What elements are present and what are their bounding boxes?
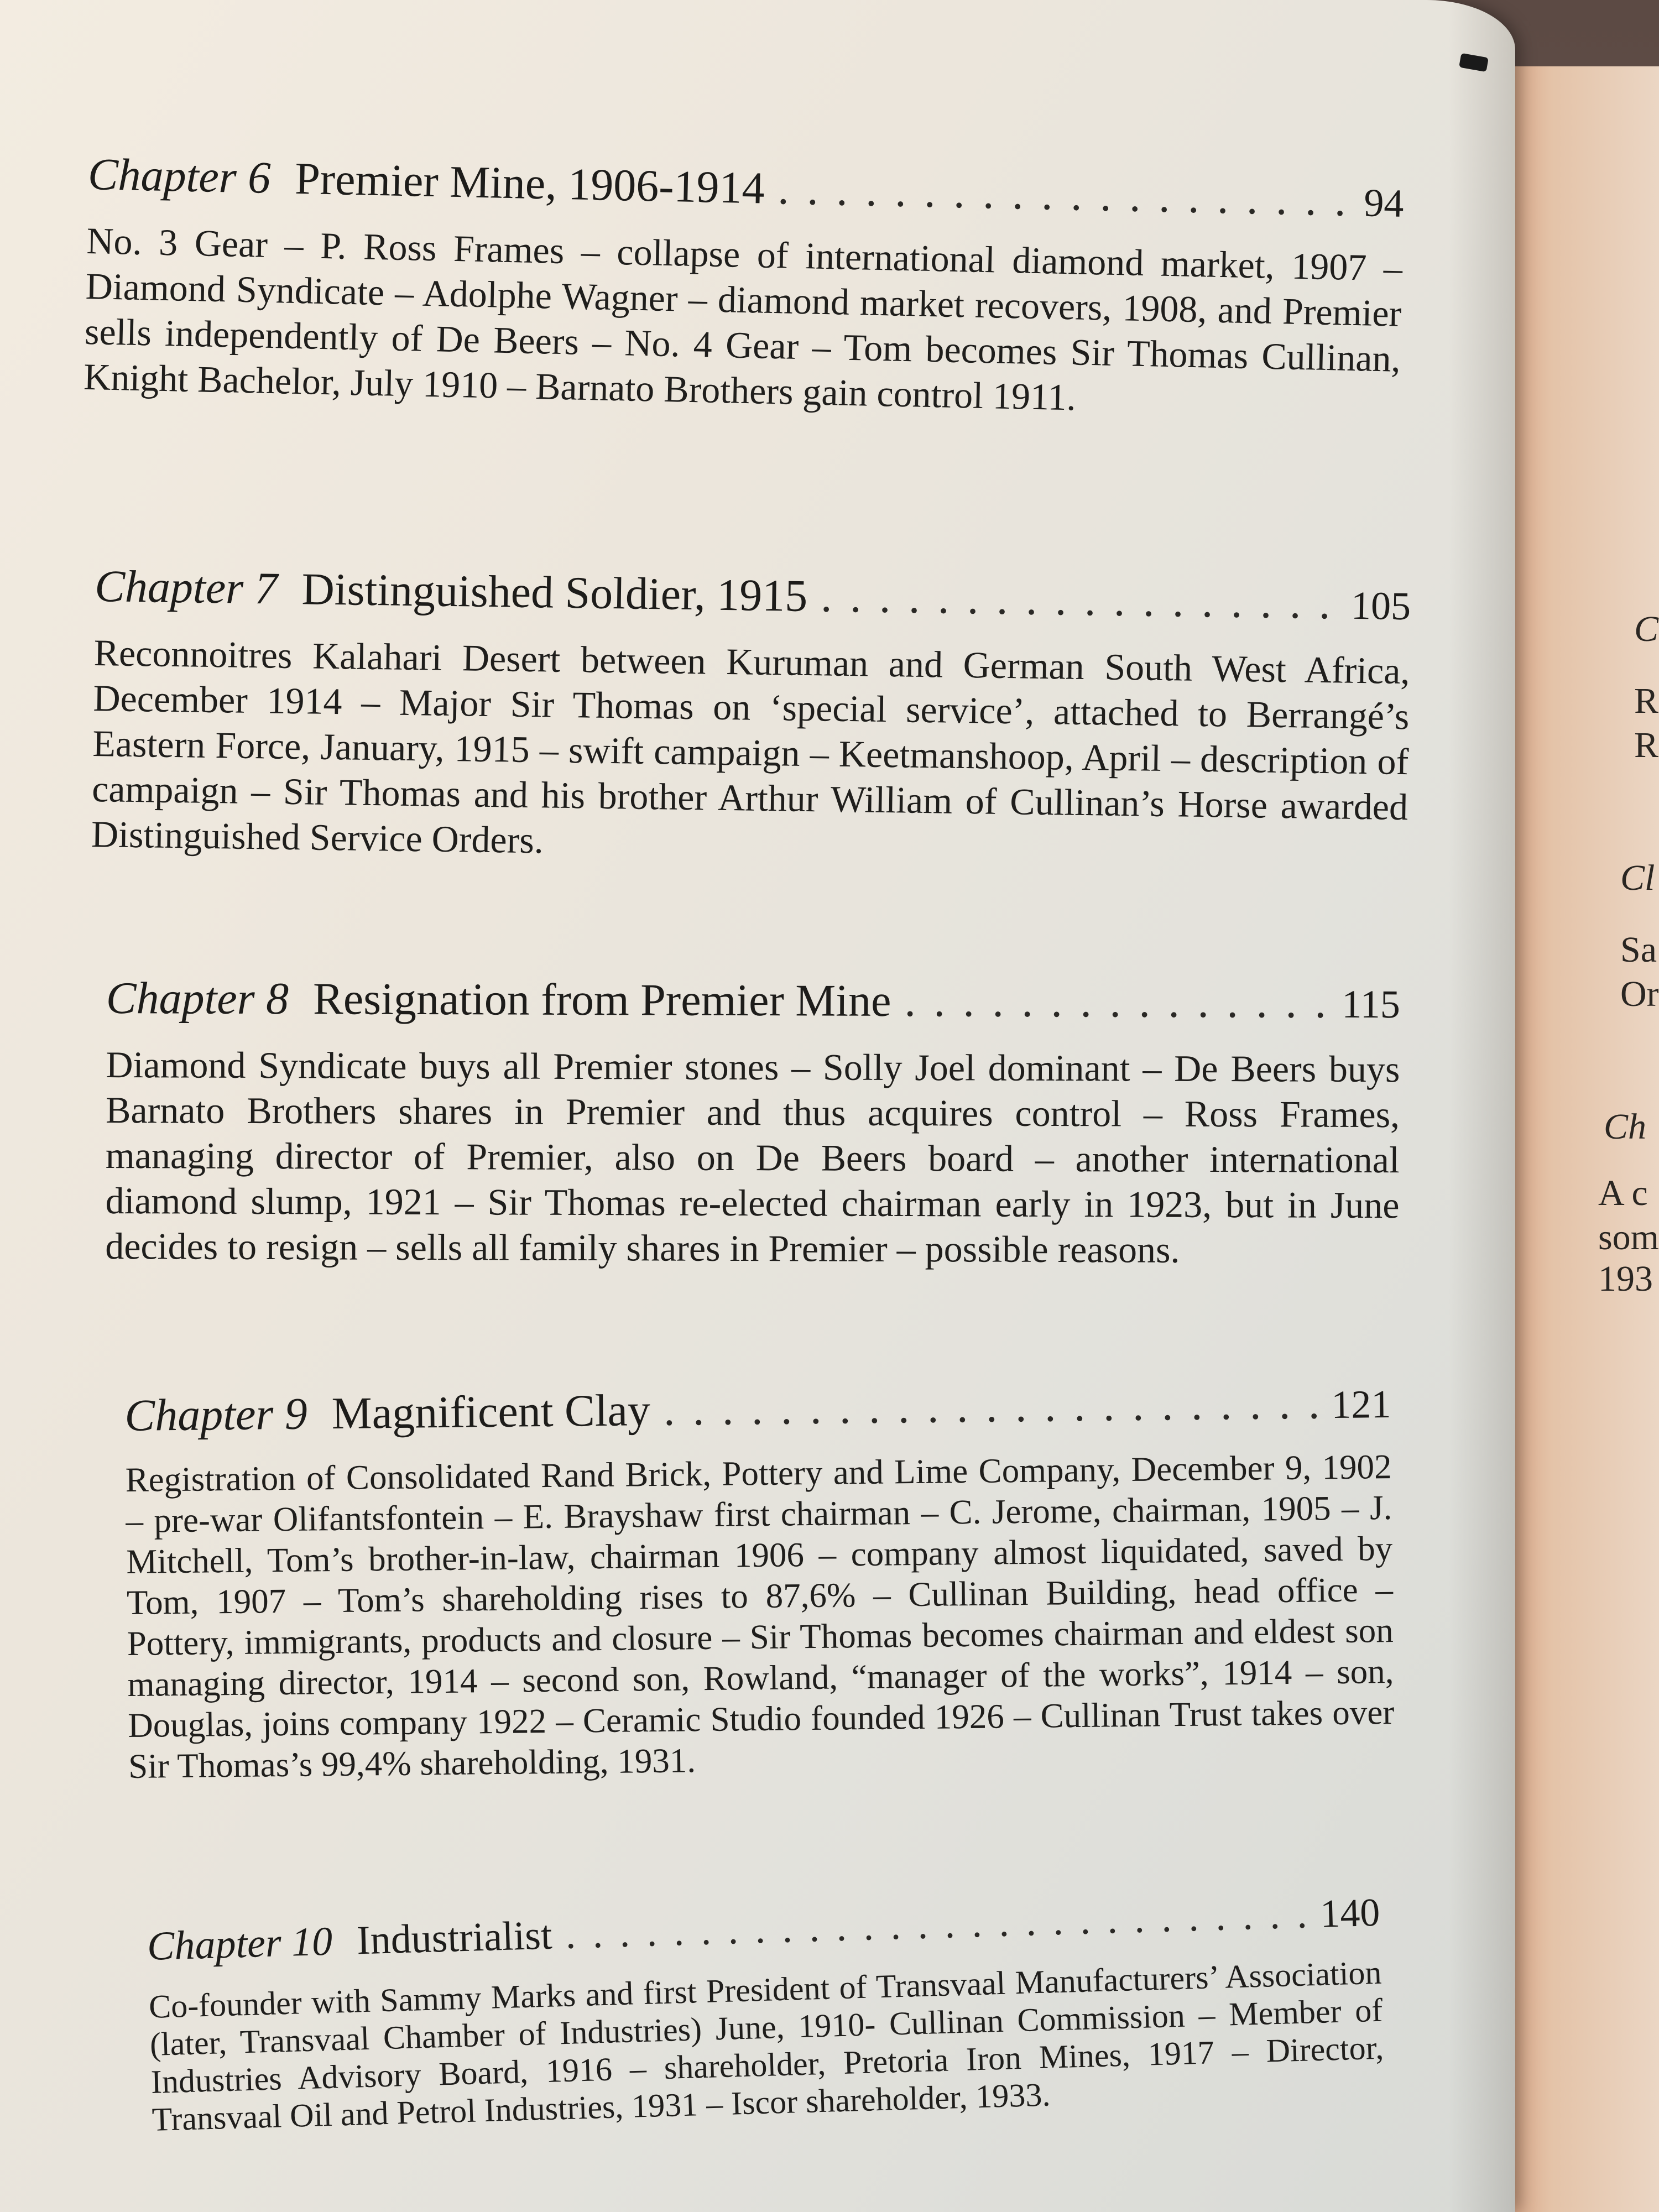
chapter-heading [87, 149, 1404, 227]
chapter-entry [124, 1378, 1395, 1787]
chapter-heading [124, 1378, 1391, 1441]
chapter-number: Chapter 6 [87, 149, 272, 203]
page-number: 140 [1319, 1890, 1381, 1936]
dot-leader [904, 976, 1333, 1027]
chapter-entry [91, 561, 1411, 875]
chapter-entry [147, 1890, 1385, 2139]
facing-page-fragment: R [1634, 725, 1659, 765]
dot-leader [778, 164, 1356, 226]
chapter-title: Industrialist [356, 1912, 553, 1964]
chapter-entry [105, 973, 1400, 1273]
chapter-summary: Diamond Syndicate buys all Premier stones – Solly Joel dominant – De Beers buys Barnato Brothers shares in Premier and thus acquires control – Ross Frames, managing director of Premier, also on De Beers board – another international diamond slump, 1921 – Sir Thomas re-elected chairman early in 1923, but in June decides to resign – sells all family shares in Premier – possible reasons. [105, 1044, 1400, 1271]
facing-page-fragment: Sa [1620, 930, 1657, 970]
chapter-heading [147, 1890, 1380, 1970]
dot-leader [821, 571, 1343, 628]
chapter-number: Chapter 7 [94, 561, 278, 614]
chapter-title: Distinguished Soldier, 1915 [301, 564, 808, 621]
facing-page-fragment: Cl [1620, 858, 1655, 898]
chapter-heading [95, 561, 1411, 629]
chapter-title: Premier Mine, 1906-1914 [294, 153, 765, 213]
chapter-entry [84, 149, 1405, 427]
dot-leader [565, 1892, 1312, 1958]
facing-page-fragment: Ch [1604, 1107, 1647, 1147]
chapter-heading [106, 973, 1400, 1027]
chapter-title: Resignation from Premier Mine [312, 973, 891, 1026]
gutter-shadow [1449, 0, 1515, 2212]
chapter-number: Chapter 8 [106, 973, 289, 1024]
facing-page-fragment: som [1598, 1217, 1659, 1258]
chapter-summary: Co-founder with Sammy Marks and first President of Transvaal Manufacturers’ Association (later, Transvaal Chamber of Industries) June, 1910- Cullinan Commission – Member of Industries Advisory Board, 1916 – shareholder, Pretoria Iron Mines, 1917 – Director, Transvaal Oil and Petrol Industries, 1931 – Iscor shareholder, 1933. [148, 1954, 1385, 2138]
chapter-summary: Registration of Consolidated Rand Brick, Pottery and Lime Company, December 9, 1902 – pre-war Olifantsfontein – E. Brayshaw first chairman – C. Jerome, chairman, 1905 – J. Mitchell, Tom’s brother-in-law, chairman 1906 – company almost liquidated, saved by Tom, 1907 – Tom’s shareholding rises to 87,6% – Cullinan Building, head office – Pottery, immigrants, products and closure – Sir Thomas becomes chairman and eldest son managing director, 1914 – second son, Rowland, “manager of the works”, 1914 – son, Douglas, joins company 1922 – Ceramic Studio founded 1926 – Cullinan Trust takes over Sir Thomas’s 99,4% shareholding, 1931. [125, 1447, 1395, 1786]
chapter-title: Magnificent Clay [331, 1385, 651, 1439]
facing-page-fragment: C [1634, 609, 1659, 649]
chapter-summary: No. 3 Gear – P. Ross Frames – collapse of international diamond market, 1907 – Diamond Syndicate – Adolphe Wagner – diamond market recovers, 1908, and Premier sells independently of De Beers – No. 4 Gear – Tom becomes Sir Thomas Cullinan, Knight Bachelor, July 1910 – Barnato Brothers gain control 1911. [83, 220, 1403, 419]
dot-leader [663, 1378, 1322, 1435]
page-number: 121 [1331, 1382, 1391, 1427]
page-number: 105 [1350, 583, 1411, 629]
facing-page-fragment: A c [1598, 1173, 1648, 1213]
chapter-summary: Reconnoitres Kalahari Desert between Kuruman and German South West Africa, December 1914 – Major Sir Thomas on ‘special service’, attached to Berrangé’s Eastern Force, January, 1915 – swift campaign – Keetmanshoop, April – description of campaign – Sir Thomas and his brother Arthur William of Cullinan’s Horse awarded Distinguished Service Orders. [91, 632, 1410, 862]
chapter-number: Chapter 10 [146, 1918, 333, 1969]
facing-page-fragment: Or [1620, 974, 1659, 1014]
page-number: 94 [1363, 180, 1405, 226]
page-number: 115 [1342, 982, 1400, 1027]
chapter-number: Chapter 9 [124, 1388, 308, 1441]
facing-page-fragment: 193 [1598, 1259, 1653, 1299]
facing-page-fragment: R [1634, 681, 1659, 721]
facing-page [1515, 66, 1659, 2212]
